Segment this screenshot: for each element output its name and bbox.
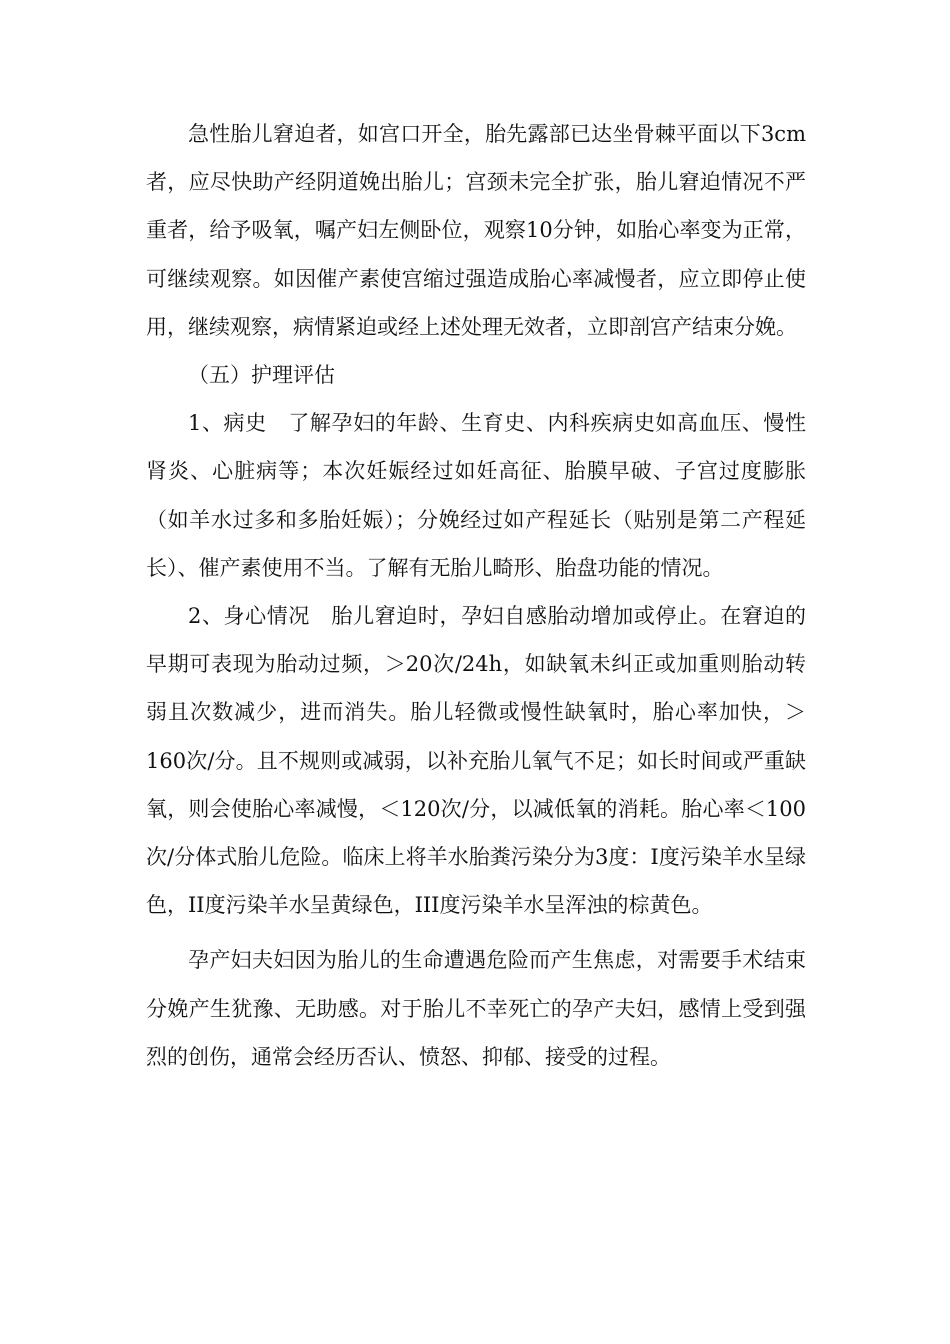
paragraph-medical-history: 1、病史 了解孕妇的年龄、生育史、内科疾病史如高血压、慢性肾炎、心脏病等；本次妊娠经过如妊高征、胎膜早破、子宫过度膨胀（如羊水过多和多胎妊娠）；分娩经过如产程延长（贴别是第二产程延长）、催产素使用不当。了解有无胎儿畸形、胎盘功能的情况。 xyxy=(146,411,806,580)
paragraph-acute-fetal-distress-management: 急性胎儿窘迫者，如宫口开全，胎先露部已达坐骨棘平面以下3cm者，应尽快助产经阴道娩出胎儿；宫颈未完全扩张，胎儿窘迫情况不严重者，给予吸氧，嘱产妇左侧卧位，观察10分钟，如胎心率变为正常，可继续观察。如因催产素使宫缩过强造成胎心率减慢者，应立即停止使用，继续观察，病情紧迫或经上述处理无效者，立即剖宫产结束分娩。 xyxy=(146,122,806,339)
paragraph-parental-psychology: 孕产妇夫妇因为胎儿的生命遭遇危险而产生焦虑，对需要手术结束分娩产生犹豫、无助感。对于胎儿不幸死亡的孕产夫妇，感情上受到强烈的创伤，通常会经历否认、愤怒、抑郁、接受的过程。 xyxy=(146,948,806,1069)
paragraph-physical-mental-condition: 2、身心情况 胎儿窘迫时，孕妇自感胎动增加或停止。在窘迫的早期可表现为胎动过频，＞20次/24h，如缺氧未纠正或加重则胎动转弱且次数减少，进而消失。胎儿轻微或慢性缺氧时，胎心率加快，＞160次/分。且不规则或减弱，以补充胎儿氧气不足；如长时间或严重缺氧，则会使胎心率减慢，＜120次/分，以减低氧的消耗。胎心率＜100次/分体式胎儿危险。临床上将羊水胎粪污染分为3度：I度污染羊水呈绿色，II度污染羊水呈黄绿色，III度污染羊水呈浑浊的棕黄色。 xyxy=(146,604,806,918)
section-heading-nursing-assessment: （五）护理评估 xyxy=(188,363,335,388)
document-body xyxy=(146,110,806,1081)
